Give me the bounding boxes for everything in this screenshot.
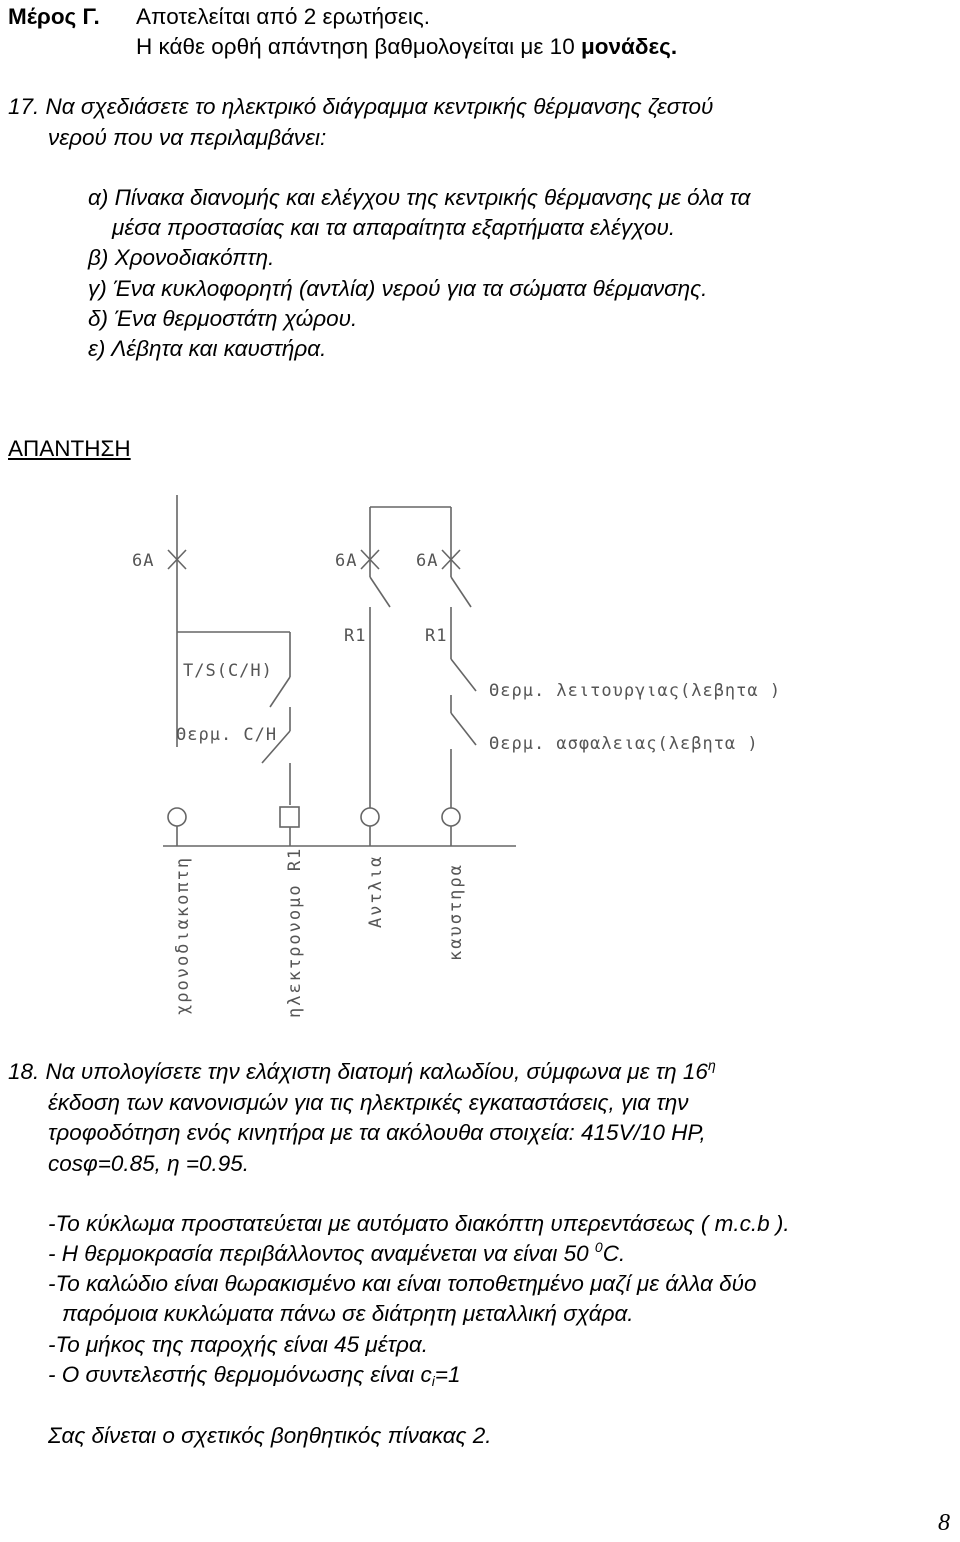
heating-wiring-diagram [0, 495, 960, 1025]
part-heading [8, 3, 100, 31]
q18-line-3: τροφοδότηση ενός κινητήρα με τα ακόλουθα στοιχεία: 415V/10 HP, [48, 1120, 706, 1145]
breaker-2-label: 6A [335, 551, 358, 571]
q17-line-2: νερού που να περιλαμβάνει: [48, 125, 327, 150]
boiler-operation-label: Θερμ. λειτουργιας(λεβητα ) [489, 681, 782, 701]
room-thermostat-label: Θερμ. C/H [176, 725, 278, 745]
part-label: Μέρος Γ. [8, 4, 100, 29]
q18-bullet-3: -Το καλώδιο είναι θωρακισμένο και είναι τοποθετημένο μαζί με άλλα δύο [48, 1271, 757, 1296]
q17-item-c: γ) Ένα κυκλοφορητή (αντλία) νερού για τα σώματα θέρμανσης. [88, 276, 708, 301]
q18-line-1-text: 18. Να υπολογίσετε την ελάχιστη διατομή καλωδίου, σύμφωνα με τη 16 [8, 1059, 708, 1084]
q18-bullet-5-text: - Ο συντελεστής θερμομόνωσης είναι c [48, 1362, 432, 1387]
q18-bullet-2-text: - Η θερμοκρασία περιβάλλοντος αναμένεται να είναι 50 [48, 1241, 589, 1266]
breaker-3-label: 6A [416, 551, 439, 571]
q18-line-4: cosφ=0.85, η =0.95. [48, 1151, 250, 1176]
burner-load-label: καυστηρα [446, 863, 466, 961]
grading-note-text: Η κάθε ορθή απάντηση βαθμολογείται με 10 [136, 34, 575, 59]
q18-bullet-3-cont: παρόμοια κυκλώματα πάνω σε διάτρητη μεταλλική σχάρα. [62, 1301, 634, 1326]
q18-bullet-2-sup: 0 [594, 1239, 603, 1255]
q17-item-b: β) Χρονοδιακόπτη. [88, 245, 275, 270]
q18-bullet-4: -Το μήκος της παροχής είναι 45 μέτρα. [48, 1332, 428, 1357]
q18-given-table: Σας δίνεται ο σχετικός βοηθητικός πίνακας 2. [48, 1423, 492, 1448]
q18-bullet-5-value: =1 [434, 1362, 461, 1387]
q17-item-e: ε) Λέβητα και καυστήρα. [88, 336, 327, 361]
relay-coil-icon [280, 807, 299, 827]
q18-line-2: έκδοση των κανονισμών για τις ηλεκτρικές εγκαταστάσεις, για την [48, 1090, 689, 1115]
q18-bullet-2 [48, 1240, 625, 1268]
relay-label-2: R1 [425, 626, 448, 646]
q18-bullet-1: -Το κύκλωμα προστατεύεται με αυτόματο διακόπτη υπερεντάσεως ( m.c.b ). [48, 1211, 790, 1236]
grading-note [136, 33, 677, 61]
pump-load-label: Αντλια [366, 854, 386, 928]
ts-contact [270, 677, 290, 707]
grading-note-units: μονάδες. [580, 34, 678, 59]
q18-bullet-5 [48, 1361, 461, 1389]
answer-heading: ΑΠΑΝΤΗΣΗ [8, 436, 131, 461]
ts-label: T/S(C/H) [183, 661, 273, 681]
q18-bullet-5-sub: i [431, 1373, 435, 1389]
timer-load-icon [168, 808, 186, 826]
q17-item-a: α) Πίνακα διανομής και ελέγχου της κεντρικής θέρμανσης με όλα τα [88, 185, 751, 210]
q17-line-1: 17. Να σχεδιάσετε το ηλεκτρικό διάγραμμα κεντρικής θέρμανσης ζεστού [8, 94, 714, 119]
q18-line-1 [8, 1058, 716, 1086]
burner-load-icon [442, 808, 460, 826]
q18-line-1-sup: η [707, 1057, 716, 1073]
relay-label-1: R1 [344, 626, 367, 646]
boiler-safety-label: Θερμ. ασφαλειας(λεβητα ) [489, 734, 759, 754]
q17-item-d: δ) Ένα θερμοστάτη χώρου. [88, 306, 358, 331]
q17-item-a-cont: μέσα προστασίας και τα απαραίτητα εξαρτήματα ελέγχου. [112, 215, 676, 240]
part-description: Αποτελείται από 2 ερωτήσεις. [136, 4, 430, 29]
pump-load-icon [361, 808, 379, 826]
breaker-1-label: 6A [132, 551, 155, 571]
timer-load-label: χρονοδιακοπτη [173, 855, 193, 1015]
relay-load-label: ηλεκτρονομο R1 [285, 846, 305, 1018]
q18-bullet-2-unit: C. [602, 1241, 626, 1266]
page-number: 8 [938, 1510, 950, 1536]
